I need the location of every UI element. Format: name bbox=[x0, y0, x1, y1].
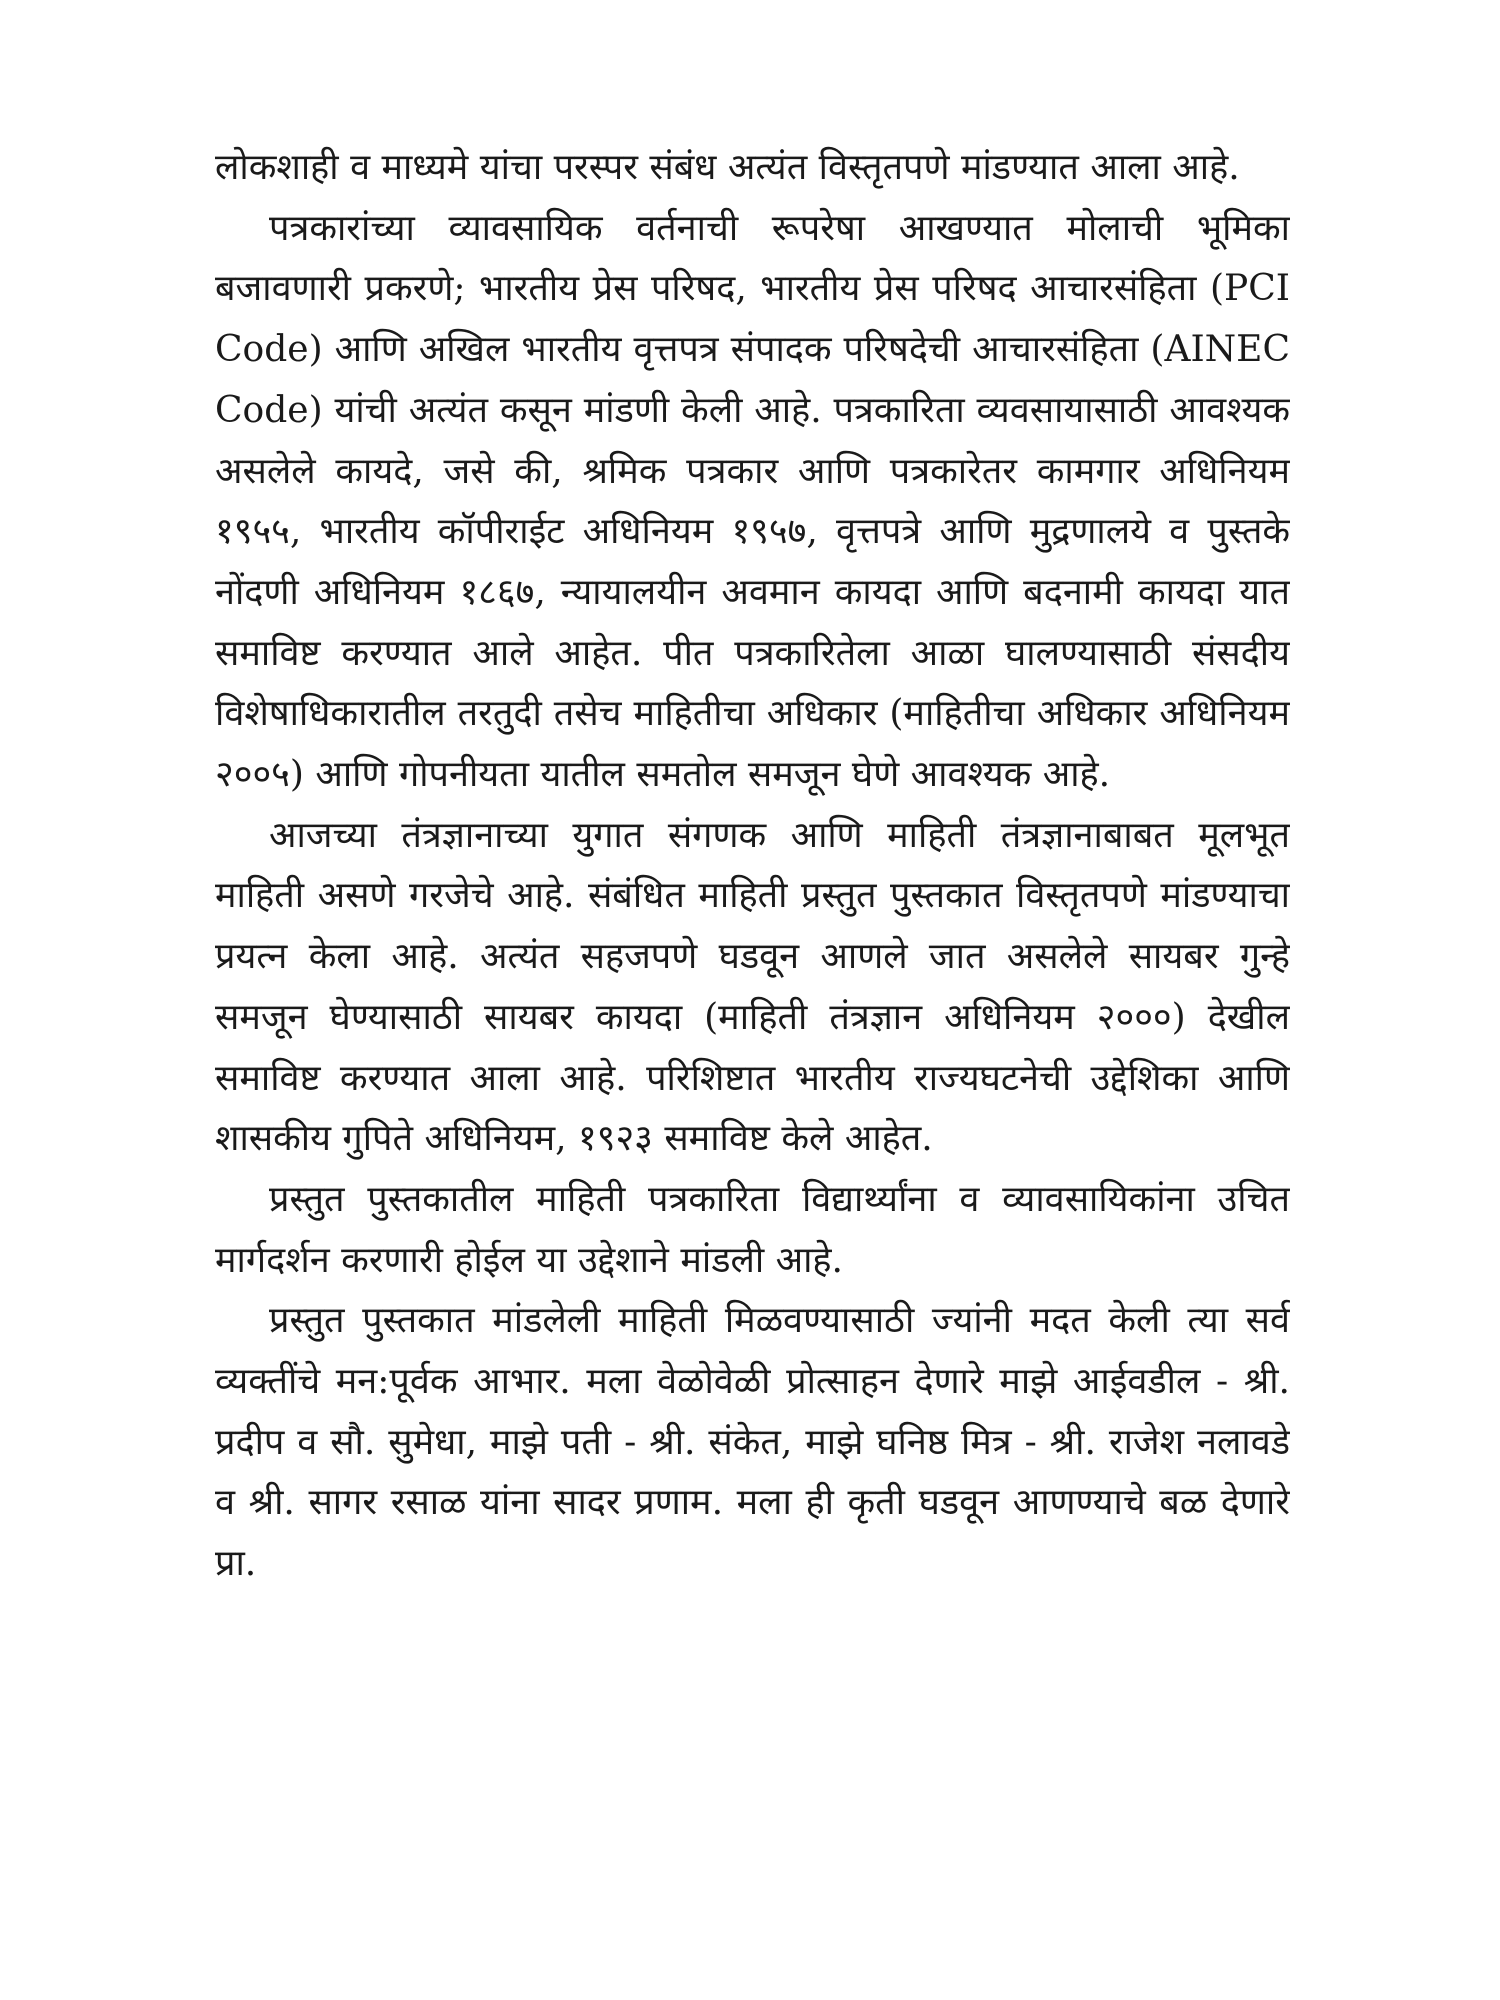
paragraph-democracy-media: लोकशाही व माध्यमे यांचा परस्पर संबंध अत्यंत विस्तृतपणे मांडण्यात आला आहे. bbox=[215, 147, 1240, 188]
paragraph-acknowledgements: प्रस्तुत पुस्तकात मांडलेली माहिती मिळवण्यासाठी ज्यांनी मदत केली त्या सर्व व्यक्तींचे मन:पूर्वक आभार. मला वेळोवेळी प्रोत्साहन देणारे माझे आईवडील - श्री. प्रदीप व सौ. सुमेधा, माझे पती - श्री. संकेत, माझे घनिष्ठ मित्र - श्री. राजेश नलावडे व श्री. सागर रसाळ यांना सादर प्रणाम. मला ही कृती घडवून आणण्याचे बळ देणारे प्रा. bbox=[215, 1300, 1290, 1585]
paragraph-cyber-law: आजच्या तंत्रज्ञानाच्या युगात संगणक आणि माहिती तंत्रज्ञानाबाबत मूलभूत माहिती असणे गरजेचे आहे. संबंधित माहिती प्रस्तुत पुस्तकात विस्तृतपणे मांडण्याचा प्रयत्न केला आहे. अत्यंत सहजपणे घडवून आणले जात असलेले सायबर गुन्हे समजून घेण्यासाठी सायबर कायदा (माहिती तंत्रज्ञान अधिनियम २०००) देखील समाविष्ट करण्यात आला आहे. परिशिष्टात भारतीय राज्यघटनेची उद्देशिका आणि शासकीय गुपिते अधिनियम, १९२३ समाविष्ट केले आहेत. bbox=[215, 814, 1290, 1160]
paragraph-purpose: प्रस्तुत पुस्तकातील माहिती पत्रकारिता विद्यार्थ्यांना व व्यावसायिकांना उचित मार्गदर्शन करणारी होईल या उद्देशाने मांडली आहे. bbox=[215, 1178, 1290, 1281]
paragraph-press-laws: पत्रकारांच्या व्यावसायिक वर्तनाची रूपरेषा आखण्यात मोलाची भूमिका बजावणारी प्रकरणे; भारतीय प्रेस परिषद, भारतीय प्रेस परिषद आचारसंहिता (PCI Code) आणि अखिल भारतीय वृत्तपत्र संपादक परिषदेची आचारसंहिता (AINEC Code) यांची अत्यंत कसून मांडणी केली आहे. पत्रकारिता व्यवसायासाठी आवश्यक असलेले कायदे, जसे की, श्रमिक पत्रकार आणि पत्रकारेतर कामगार अधिनियम १९५५, भारतीय कॉपीराईट अधिनियम १९५७, वृत्तपत्रे आणि मुद्रणालये व पुस्तके नोंदणी अधिनियम १८६७, न्यायालयीन अवमान कायदा आणि बदनामी कायदा यात समाविष्ट करण्यात आले आहेत. पीत पत्रकारितेला आळा घालण्यासाठी संसदीय विशेषाधिकारातील तरतुदी तसेच माहितीचा अधिकार (माहितीचा अधिकार अधिनियम २००५) आणि गोपनीयता यातील समतोल समजून घेणे आवश्यक आहे. bbox=[215, 207, 1290, 796]
document-page bbox=[215, 138, 1290, 1968]
